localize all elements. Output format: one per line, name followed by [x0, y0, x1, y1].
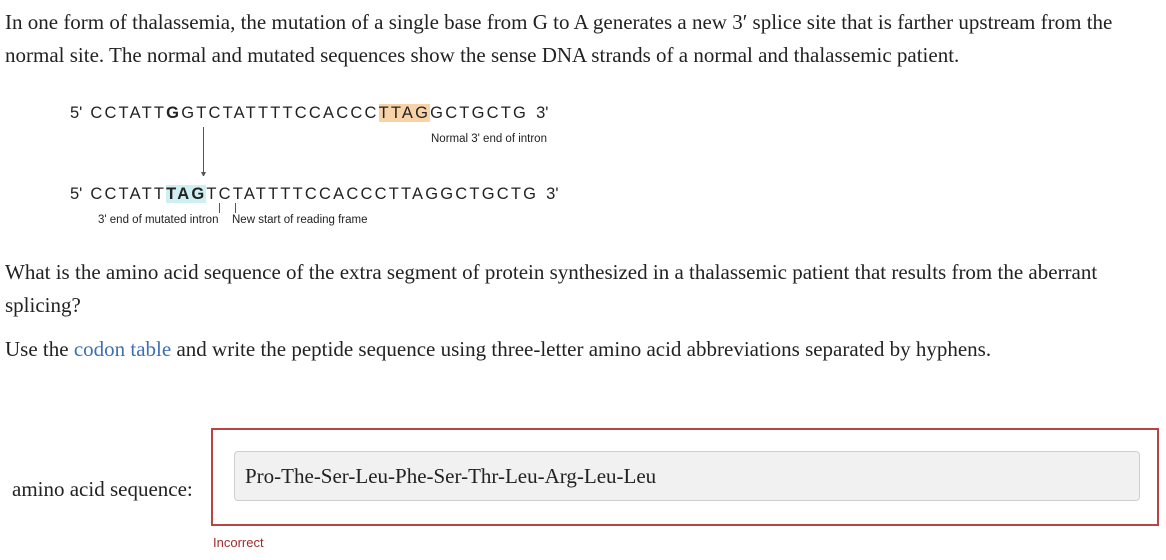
mutated-splice-highlight: TAG — [166, 185, 207, 203]
mutated-intron-end-label: 3' end of mutated intron — [98, 214, 219, 226]
normal-seq-part1: CCTATT — [90, 104, 167, 122]
normal-seq-part3: GCTGCTG — [430, 104, 529, 122]
normal-three-prime: 3' — [536, 104, 549, 122]
amino-acid-sequence-input[interactable] — [234, 451, 1140, 501]
feedback-incorrect: Incorrect — [213, 535, 264, 550]
question-intro: In one form of thalassemia, the mutation of a single base from G to A generates a new 3′ splice site that is farther upstream from the normal site. The normal and mutated sequences show the sense DNA strands of a normal and thalassemic patient. — [5, 10, 1113, 67]
mutation-arrow-head — [201, 172, 206, 176]
instruction-text-after: and write the peptide sequence using three-letter amino acid abbreviations separated by hyphens. — [171, 337, 992, 361]
mutated-sequence — [70, 185, 559, 204]
instruction-text-before: Use the — [5, 337, 74, 361]
answer-container — [211, 428, 1159, 526]
intron-end-tick — [219, 203, 220, 213]
reading-frame-tick — [235, 203, 236, 213]
normal-five-prime: 5' — [70, 104, 83, 122]
normal-splice-highlight: TTAG — [378, 104, 431, 122]
question-instruction — [5, 333, 1155, 366]
question-prompt: What is the amino acid sequence of the extra segment of protein synthesized in a thalassemic patient that results from the aberrant splicing? — [5, 260, 1098, 317]
mutated-seq-part1: CCTATT — [90, 185, 167, 203]
normal-seq-part2: GTCTATTTTCCACCC — [181, 104, 379, 122]
normal-intron-end-label: Normal 3' end of intron — [431, 133, 547, 145]
mutated-five-prime: 5' — [70, 185, 83, 203]
normal-mutation-base: G — [166, 104, 182, 122]
answer-label: amino acid sequence: — [12, 477, 193, 501]
mutated-three-prime: 3' — [546, 185, 559, 203]
mutation-arrow-line — [203, 127, 204, 175]
mutated-seq-part2: TCTATTTTCCACCCTTAGGCTGCTG — [206, 185, 539, 203]
normal-sequence — [70, 104, 548, 123]
codon-table-link[interactable]: codon table — [73, 337, 172, 361]
new-reading-frame-label: New start of reading frame — [232, 214, 368, 226]
